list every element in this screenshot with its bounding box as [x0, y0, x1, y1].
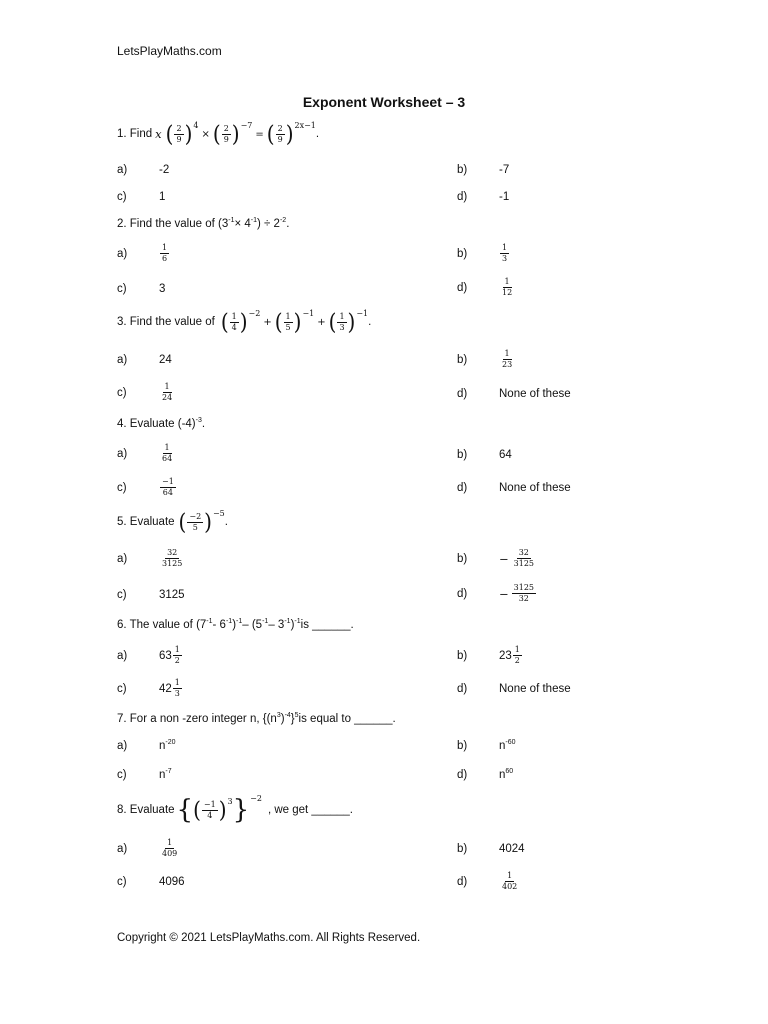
question-1: 1. Find x ( $\frac{2}{9}$ ) 4 × ( $\frac{2}{9}$ ) −7 = ( $\frac{2}{9}$ ) 2x−1 . [117, 120, 320, 148]
q1-option-a: a) -2 [117, 164, 170, 176]
q1-option-c: c) 1 [117, 191, 166, 203]
q7-option-c: c) n -7 [117, 767, 172, 781]
q6-option-a: a) 63 $\frac{1}{2}$ [117, 645, 180, 665]
q2-option-b: b) $\frac{1}{3}$ [457, 243, 508, 263]
q6-option-b: b) 23 $\frac{1}{2}$ [457, 645, 520, 665]
q5-option-d: d) − $\frac{3125}{32}$ [457, 583, 534, 603]
q8-option-b: b) 4024 [457, 843, 525, 855]
question-2: 2. Find the value of (3 -1 × 4 -1 ) ÷ 2 -2 . [117, 216, 290, 230]
q3-option-d: d) None of these [457, 388, 571, 400]
q1-fraction-1: $\frac{2}{9}$ [176, 123, 182, 144]
q7-option-a: a) n -20 [117, 738, 176, 752]
q5-option-b: b) − $\frac{32}{3125}$ [457, 548, 534, 568]
q3-option-b: b) $\frac{1}{23}$ [457, 349, 513, 369]
q2-option-a: a) $\frac{1}{6}$ [117, 243, 168, 263]
q4-option-b: b) 64 [457, 449, 512, 461]
q1-fraction-3: $\frac{2}{9}$ [277, 123, 283, 144]
question-3: 3. Find the value of ( $\frac{1}{4}$ ) −2 + ( $\frac{1}{5}$ ) −1 + ( $\frac{1}{3}$ ) −1 . [117, 308, 372, 336]
question-7: 7. For a non -zero integer n, {(n 3 ) -4 } 5 is equal to ______. [117, 711, 396, 725]
question-4: 4. Evaluate (-4) -3 . [117, 416, 206, 430]
q4-option-c: c) $\frac{-1}{64}$ [117, 477, 174, 497]
q1-option-b: b) -7 [457, 164, 510, 176]
question-6: 6. The value of (7 -1 - 6 -1 ) -1 – (5 -1 – 3 -1 ) -1 is ______. [117, 617, 354, 631]
site-name: LetsPlayMaths.com [117, 44, 222, 58]
q2-option-c: c) 3 [117, 283, 166, 295]
q3-option-c: c) $\frac{1}{24}$ [117, 382, 173, 402]
q7-option-d: d) n 60 [457, 767, 514, 781]
q4-option-d: d) None of these [457, 482, 571, 494]
q6-option-c: c) 42 $\frac{1}{3}$ [117, 678, 180, 698]
q1-exp-2: −7 [240, 120, 253, 130]
q1-prefix: 1. Find [117, 128, 153, 140]
worksheet-title: Exponent Worksheet – 3 [302, 94, 466, 110]
copyright-footer: Copyright © 2021 LetsPlayMaths.com. All Rights Reserved. [117, 932, 421, 944]
q1-times: × [201, 128, 210, 140]
q5-option-a: a) $\frac{32}{3125}$ [117, 548, 183, 568]
q8-option-c: c) 4096 [117, 876, 185, 888]
question-8: 8. Evaluate { ( $\frac{-1}{4}$ ) 3 } −2 , we get ______. [117, 793, 353, 825]
q3-option-a: a) 24 [117, 354, 172, 366]
q1-equals: = [255, 128, 264, 140]
q1-fraction-2: $\frac{2}{9}$ [223, 123, 229, 144]
q7-option-b: b) n -60 [457, 738, 516, 752]
q5-option-c: c) 3125 [117, 589, 185, 601]
q1-exp-3: 2x−1 [294, 120, 316, 130]
q1-exp-1: 4 [193, 120, 199, 130]
q6-option-d: d) None of these [457, 683, 571, 695]
q4-option-a: a) $\frac{1}{64}$ [117, 443, 173, 463]
q1-option-d: d) -1 [457, 191, 510, 203]
q1-var: x [155, 127, 162, 141]
q8-option-a: a) $\frac{1}{409}$ [117, 838, 178, 858]
q2-option-d: d) $\frac{1}{12}$ [457, 277, 513, 297]
q8-option-d: d) $\frac{1}{402}$ [457, 871, 518, 891]
question-5: 5. Evaluate ( $\frac{-2}{5}$ ) −5 . [117, 508, 228, 536]
